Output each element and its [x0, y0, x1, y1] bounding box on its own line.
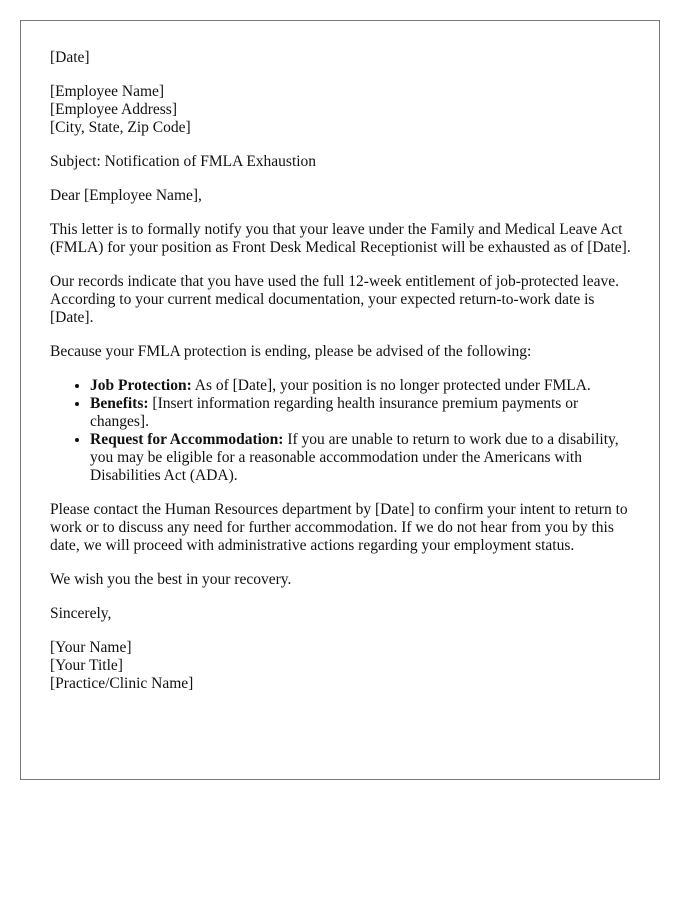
paragraph-contact-hr: Please contact the Human Resources department by [Date] to confirm your intent to return to work or to discuss any need for further accommodation. If we do not hear from you by this date, we will proceed with administrative actions regarding your employment status. [50, 501, 628, 554]
letter-body [50, 49, 640, 709]
signature-name: [Your Name] [50, 639, 132, 656]
letter-page [20, 20, 660, 780]
recipient-city-state-zip: [City, State, Zip Code] [50, 119, 191, 136]
point-label: Request for Accommodation: [90, 431, 284, 448]
letter-subject: Subject: Notification of FMLA Exhaustion [50, 153, 317, 170]
recipient-address: [Employee Address] [50, 101, 177, 118]
signature-block [50, 639, 640, 693]
paragraph-well-wishes: We wish you the best in your recovery. [50, 571, 292, 588]
signature-practice: [Practice/Clinic Name] [50, 675, 194, 692]
paragraph-advisory-intro: Because your FMLA protection is ending, please be advised of the following: [50, 343, 532, 360]
point-label: Job Protection: [90, 377, 192, 394]
signature-title: [Your Title] [50, 657, 123, 674]
letter-date: [Date] [50, 49, 90, 66]
list-item-benefits [90, 395, 640, 431]
letter-salutation: Dear [Employee Name], [50, 187, 202, 204]
point-text: As of [Date], your position is no longer protected under FMLA. [191, 377, 591, 394]
letter-sign-off: Sincerely, [50, 605, 112, 622]
recipient-address-block [50, 83, 640, 137]
point-label: Benefits: [90, 395, 149, 412]
advisory-list [50, 377, 640, 485]
point-text: If you are unable to return to work due to a disability, you may be eligible for a reasonable accommodation under the Americans with Disabilities Act (ADA). [90, 431, 619, 484]
recipient-name: [Employee Name] [50, 83, 165, 100]
list-item-job-protection [90, 377, 640, 395]
paragraph-notification: This letter is to formally notify you that your leave under the Family and Medical Leave Act (FMLA) for your position as Front Desk Medical Receptionist will be exhausted as of [Date]. [50, 221, 631, 256]
paragraph-records: Our records indicate that you have used the full 12-week entitlement of job-protected leave. According to your current medical documentation, your expected return-to-work date is [Date]. [50, 273, 619, 326]
list-item-accommodation [90, 431, 640, 485]
point-text: [Insert information regarding health insurance premium payments or changes]. [90, 395, 579, 430]
